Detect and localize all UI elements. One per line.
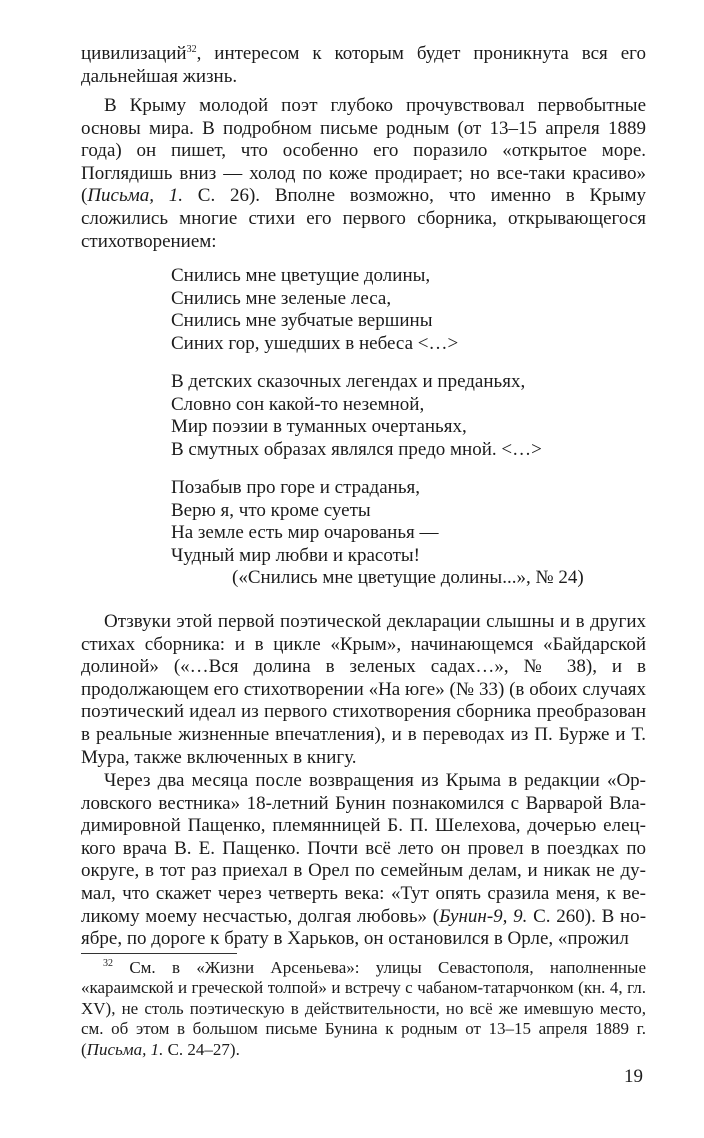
- echoes-paragraph: [81, 611, 646, 769]
- page-number: 19: [624, 1066, 643, 1087]
- footnote-citation: Письма, 1.: [86, 1039, 164, 1059]
- poem-line: Позабыв про горе и страданья,: [171, 477, 420, 498]
- footnote-reference: 32: [186, 44, 197, 55]
- poem-line: Снились мне зубчатые вершины: [171, 310, 433, 332]
- poem-line: Синих гор, ушедших в небеса <…>: [171, 332, 459, 354]
- intro-paragraph: [81, 43, 646, 88]
- orel-text: Через два месяца после возвращения из Крыма в редакции «Орловского вестника» 18-летний Бунин познакомился с Варварой Владимировной Пащенко, племянницей Б. П. Шелехова, дочерью елецкого врача В. Е. Пащенко. Почти всё лето он провел в поездках по округе, в тот раз приехал в Орел по семейным делам, и никак не думал, что скажет через четверть века: «Тут опять сразила меня, к великому моему несчастью, долгая любовь» (: [81, 770, 646, 927]
- orel-text-tail: С. 260). В ноябре, по дороге к брату в Харьков, он остановился в Орле, «прожил: [81, 905, 647, 950]
- poem-line: Словно сон какой-то неземной,: [171, 393, 425, 415]
- crimea-text-tail: С. 26). Вполне возможно, что именно в Крыму сложились многие стихи его первого сборника, открывающегося стихотворением:: [81, 185, 646, 252]
- orel-paragraph: [81, 770, 646, 951]
- poem-stanza-2: [171, 371, 631, 461]
- footnote-divider: [81, 953, 237, 954]
- crimea-text: В Крыму молодой поэт глубоко прочувствовал первобытные основы мира. В подробном письме родным (от 13–15 апреля 1889 года) он пишет, что особенно его поразило «открытое море. Поглядишь вниз — холод по коже продирает; но все-таки красиво» (: [81, 95, 646, 207]
- poem-line: Снились мне цветущие долины,: [171, 265, 431, 286]
- poem-line: Снились мне зеленые леса,: [171, 287, 392, 309]
- crimea-paragraph: [81, 95, 646, 253]
- poem-line: В детских сказочных легендах и преданьях,: [171, 371, 526, 392]
- crimea-citation: Письма, 1.: [87, 185, 184, 207]
- poem-line: Верю я, что кроме суеты: [171, 499, 371, 521]
- poem-line: На земле есть мир очарованья —: [171, 522, 439, 544]
- echoes-text: Отзвуки этой первой поэтической декларации слышны и в других стихах сборника: и в цикле «Крым», начинающемся «Байдарской долиной» («…Вся долина в зеленых садах…», № 38), и в продолжающем его стихотворении «На юге» (№ 33) (в обоих случаях поэтический идеал из первого стихотворения сборника преобразован в реальные жизненные впечатления), и в переводах из П. Бурже и Т. Мура, также включенных в книгу.: [81, 611, 646, 768]
- poem-line: Мир поэзии в туманных очертаньях,: [171, 416, 467, 438]
- poem-line: Чудный мир любви и красоты!: [171, 544, 421, 566]
- footnote-text: См. в «Жизни Арсеньева»: улицы Севастополя, наполненные «караимской и греческой толпой» и встречу с чабаном-татарчонком (кн. 4, гл. XV), не столь поэтическую в действительности, но всё же имевшую место, см. об этом в большом письме Бунина к родным от 13–15 апреля 1889 г. (: [81, 958, 646, 1059]
- poem-source: («Снились мне цветущие долины...», № 24): [232, 567, 584, 588]
- intro-text-end: , интересом к которым будет проникнута вся его дальнейшая жизнь.: [81, 43, 646, 87]
- footnote-number: 32: [103, 958, 113, 969]
- footnote-text-tail: С. 24–27).: [163, 1039, 240, 1059]
- intro-text-start: цивилизаций: [81, 43, 187, 64]
- orel-citation: Бунин-9, 9.: [439, 905, 528, 927]
- poem-line: В смутных образах являлся предо мной. <…>: [171, 438, 542, 460]
- poem-stanza-1: [171, 265, 631, 355]
- poem-stanza-3: [171, 477, 631, 567]
- footnote: [81, 958, 646, 1060]
